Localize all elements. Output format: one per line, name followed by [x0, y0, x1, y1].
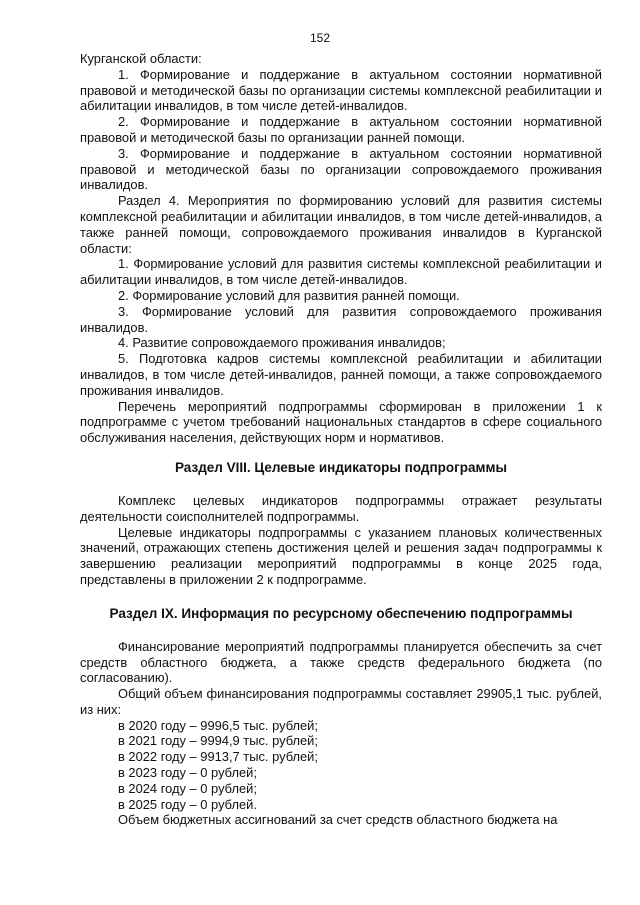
paragraph: 2. Формирование условий для развития ранней помощи.: [118, 287, 460, 303]
paragraph: Курганской области:: [80, 51, 202, 66]
page-number: 152: [309, 31, 331, 45]
paragraph: Объем бюджетных ассигнований за счет средств областного бюджета на: [118, 812, 558, 828]
funding-year-item: в 2025 году – 0 рублей.: [118, 796, 257, 812]
funding-year-item: в 2021 году – 9994,9 тыс. рублей;: [118, 733, 318, 749]
document-body: [80, 51, 602, 828]
paragraph: Общий объем финансирования подпрограммы составляет 29905,1 тыс. рублей, из них:: [80, 686, 602, 717]
funding-year-item: в 2023 году – 0 рублей;: [118, 765, 257, 781]
paragraph: Перечень мероприятий подпрограммы сформирован в приложении 1 к подпрограмме с учетом требований национальных стандартов в сфере социального обслуживания населения, действующих норм и нормативов.: [80, 398, 602, 446]
paragraph: 3. Формирование условий для развития сопровождаемого проживания инвалидов.: [80, 303, 602, 335]
paragraph: 1. Формирование условий для развития системы комплексной реабилитации и абилитации инвалидов, в том числе детей-инвалидов.: [80, 256, 602, 288]
funding-year-item: в 2024 году – 0 рублей;: [118, 780, 257, 796]
section-heading: Раздел VIII. Целевые индикаторы подпрограммы: [174, 459, 507, 475]
paragraph: Раздел 4. Мероприятия по формированию условий для развития системы комплексной реабилитации и абилитации инвалидов, в том числе детей-инвалидов, а также ранней помощи, сопровождаемого проживания инвалидов в Курганской области:: [80, 193, 602, 256]
section-heading: Раздел IX. Информация по ресурсному обеспечению подпрограммы: [109, 605, 573, 621]
paragraph: 3. Формирование и поддержание в актуальном состоянии нормативной правовой и методической базы по организации сопровождаемого проживания инвалидов.: [80, 145, 602, 193]
paragraph: 5. Подготовка кадров системы комплексной реабилитации и абилитации инвалидов, в том числе детей-инвалидов, ранней помощи, а также сопровождаемого проживания инвалидов.: [80, 351, 602, 398]
paragraph: 2. Формирование и поддержание в актуальном состоянии нормативной правовой и методической базы по организации ранней помощи.: [80, 114, 602, 145]
paragraph: Комплекс целевых индикаторов подпрограммы отражает результаты деятельности соисполнителей подпрограммы.: [80, 492, 602, 524]
paragraph: Целевые индикаторы подпрограммы с указанием плановых количественных значений, отражающих степень достижения целей и решения задач подпрограммы к завершению реализации мероприятий подпрограммы в конце 2025 года, представлены в приложении 2 к подпрограмме.: [80, 524, 602, 587]
paragraph: 4. Развитие сопровождаемого проживания инвалидов;: [118, 335, 446, 351]
funding-year-item: в 2020 году – 9996,5 тыс. рублей;: [118, 717, 318, 733]
paragraph: Финансирование мероприятий подпрограммы планируется обеспечить за счет средств областного бюджета, а также средств федерального бюджета (по согласованию).: [80, 638, 602, 686]
funding-year-item: в 2022 году – 9913,7 тыс. рублей;: [118, 749, 318, 765]
paragraph: 1. Формирование и поддержание в актуальном состоянии нормативной правовой и методической базы по организации системы комплексной реабилитации и абилитации инвалидов, в том числе детей-инвалидов.: [80, 66, 602, 114]
